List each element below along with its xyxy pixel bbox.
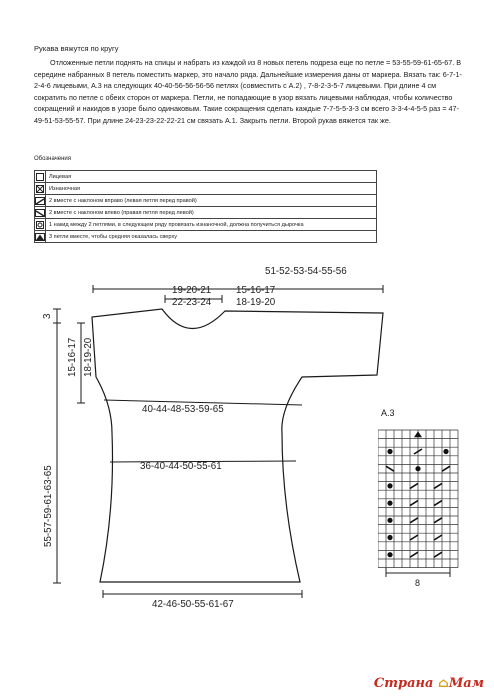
- chart-k2tog-right-symbol: [434, 483, 442, 488]
- chart-yarn-over-symbol: [443, 449, 448, 454]
- legend-row: [35, 195, 377, 207]
- legend-text: 2 вместе с наклоном вправо (левая петля перед правой): [46, 195, 377, 207]
- legend-row: [35, 207, 377, 219]
- purl-cross-icon: [36, 185, 44, 193]
- chart-s2kp-symbol: [414, 431, 422, 437]
- knitting-chart-a3: [378, 425, 464, 590]
- chest-width-label: 40-44-48-53-59-65: [142, 404, 224, 415]
- instructions-paragraph: Отложенные петли поднять на спицы и набрать из каждой из 8 новых петель подреза еще по петле = 53-55-59-61-65-67. В середине набранных 8 петель поместить маркер, это начало ряда. Дальнейшие измерения даны от маркера. Вязать так: 6-7-1-2-4-6 лицевыми, A.3 на следующих 40-40-56-56-56-56 петлях (совместить с A.2) , 7-8-2-3-5-7 лицевыми. При длине 4 см сократить по петле с обеих сторон от маркера. Петли, не попадающие в узор вязать лицевыми наблюдая, чтобы количество сокращений и накидов в узоре было одинаковым. Такие сокращения сделать каждые 7-7-5-5-3-3 см всего 3-3-4-4-5-5 раз = 47-49-51-53-55-57. При длине 24-23-23-22-22-21 см связать A.1. Закрыть петли. Второй рукав вяжется так же.: [34, 58, 462, 125]
- neck-width-label-1: 19-20-21: [172, 285, 212, 296]
- chart-yarn-over-symbol: [387, 501, 392, 506]
- chart-k2tog-right-symbol: [410, 535, 418, 540]
- chart-k2tog-right-symbol: [442, 466, 450, 471]
- legend-text: Лицевая: [46, 171, 377, 183]
- k2tog-right-icon: [35, 197, 45, 205]
- legend-text: 1 накид между 2 петлями, в следующем ряду провязать изнаночной, должна получиться дырочка: [46, 219, 377, 231]
- legend-title: Обозначения: [34, 156, 72, 162]
- k2tog-left-icon: [35, 209, 45, 217]
- chart-k2tog-right-symbol: [434, 535, 442, 540]
- knit-square-icon: [36, 173, 44, 181]
- neck-depth-label-2: 18-19-20: [236, 297, 276, 308]
- waist-width-label: 36-40-44-50-55-61: [140, 461, 222, 472]
- legend-row: [35, 219, 377, 231]
- legend-row: [35, 231, 377, 243]
- chart-k2tog-left-symbol: [386, 466, 394, 471]
- neck-depth-label-1: 15-16-17: [236, 285, 276, 296]
- chart-yarn-over-symbol: [387, 483, 392, 488]
- chart-k2tog-right-symbol: [410, 483, 418, 488]
- chart-yarn-over-symbol: [387, 518, 392, 523]
- chart-title: A.3: [381, 408, 395, 418]
- site-watermark: Страна ⌂Мам: [373, 676, 484, 691]
- legend-table: [34, 170, 377, 243]
- chart-yarn-over-symbol: [387, 535, 392, 540]
- armhole-label-2: 18-19-20: [83, 337, 94, 377]
- legend-row: [35, 183, 377, 195]
- chart-k2tog-right-symbol: [434, 518, 442, 523]
- neck-width-label-2: 22-23-24: [172, 297, 212, 308]
- chart-stitch-count: 8: [415, 578, 421, 588]
- legend-row: [35, 171, 377, 183]
- legend-text: 2 вместе с наклоном влево (правая петля перед левой): [46, 207, 377, 219]
- legend-text: 3 петли вместе, чтобы средняя оказалась сверху: [46, 231, 377, 243]
- chart-yarn-over-symbol: [387, 552, 392, 557]
- chart-k2tog-right-symbol: [410, 518, 418, 523]
- chart-k2tog-right-symbol: [410, 501, 418, 506]
- yarn-over-icon: [36, 221, 44, 229]
- hem-width-label: 42-46-50-55-61-67: [152, 599, 234, 610]
- shoulder-drop-label: 3: [42, 313, 53, 319]
- legend-text: Изнаночная: [46, 183, 377, 195]
- chart-k2tog-right-symbol: [434, 552, 442, 557]
- s2kp-icon: [35, 233, 45, 241]
- chart-k2tog-right-symbol: [410, 552, 418, 557]
- chart-k2tog-right-symbol: [434, 501, 442, 506]
- armhole-label-1: 15-16-17: [67, 337, 78, 377]
- chart-yarn-over-symbol: [387, 449, 392, 454]
- sleeve-width-label: 51-52-53-54-55-56: [265, 266, 347, 277]
- chart-yarn-over-symbol: [415, 466, 420, 471]
- section-heading: Рукава вяжутся по кругу: [34, 44, 119, 53]
- total-length-label: 55-57-59-61-63-65: [43, 465, 54, 547]
- body-outline: [92, 309, 383, 582]
